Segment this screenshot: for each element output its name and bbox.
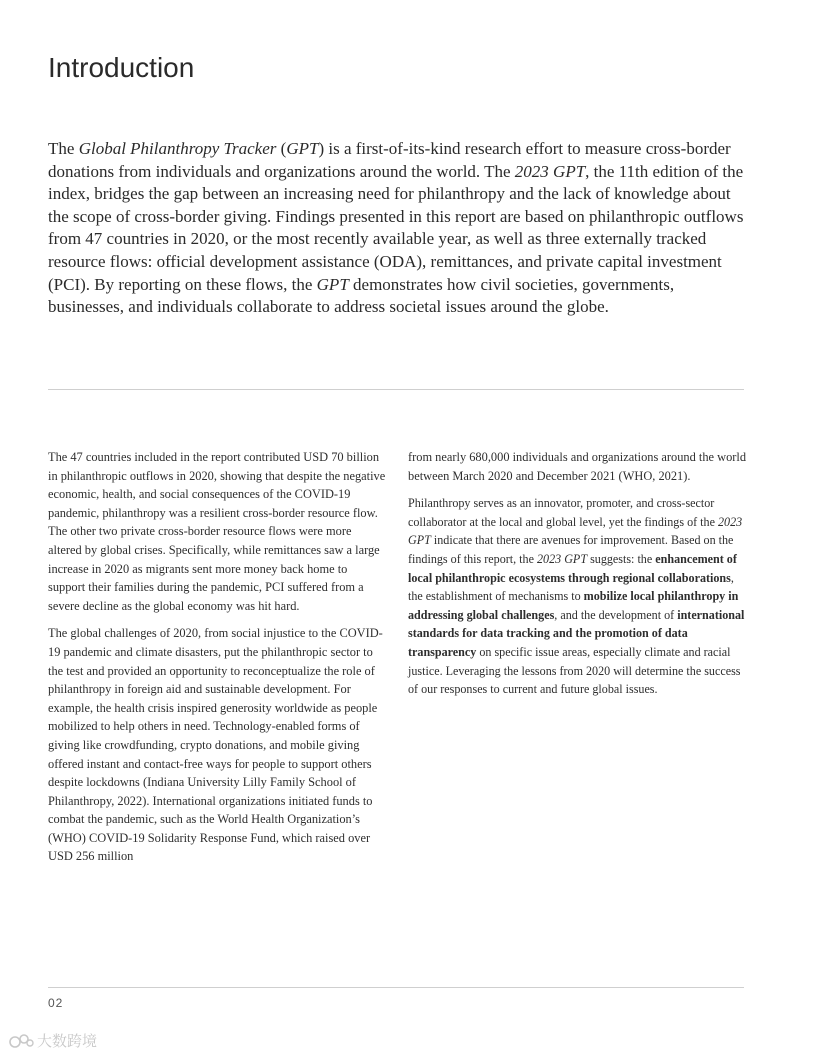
recommendation-2: mobilize local philanthropy in addressing global challenges: [408, 589, 739, 622]
left-column: [48, 448, 386, 875]
top-divider: [48, 389, 744, 390]
watermark: [8, 1030, 97, 1051]
recommendation-3: international standards for data tracking and the promotion of data transparency: [408, 607, 745, 659]
right-column: [408, 448, 748, 708]
page-title: Introduction: [48, 52, 195, 83]
intro-paragraph: The Global Philanthropy Tracker (GPT) is a first-of-its-kind research effort to measure cross-border donations from individuals and organizations around the world. The 2023 GPT, the 11th edition of the index, bridges the gap between an increasing need for philanthropy and the lack of knowledge about the scope of cross-border giving. Findings presented in this report are based on philanthropic outflows from 47 countries in 2020, or the most recently available year, as well as three externally tracked resource flows: official development assistance (ODA), remittances, and private capital investment (PCI). By reporting on these flows, the GPT demonstrates how civil societies, governments, businesses, and individuals collaborate to address societal issues around the globe.: [48, 139, 744, 317]
body-paragraph: The 47 countries included in the report contributed USD 70 billion in philanthropic outflows in 2020, showing that despite the negative economic, health, and social consequences of the COVID-19 pandemic, philanthropy was a resilient cross-border resource flow. The other two private cross-border resource flows were more altered by global crises. Specifically, while remittances saw a large increase in 2020 as migrants sent more money back home to support their families during the pandemic, PCI suffered from a severe decline as the global economy was hit hard.: [48, 450, 386, 613]
watermark-logo-icon: [8, 1033, 34, 1049]
watermark-text: 大数跨境: [37, 1033, 98, 1050]
page-number: 02: [48, 996, 64, 1010]
recommendation-1: enhancement of local philanthropic ecosystems through regional collaborations: [408, 551, 737, 585]
body-paragraph: The global challenges of 2020, from social injustice to the COVID-19 pandemic and climate disasters, put the philanthropic sector to the test and provided an opportunity to reconceptualize the role of philanthropy in foreign aid and sustainable development. For example, the health crisis inspired generosity worldwide as people mobilized to help others in need. Technology-enabled forms of giving like crowdfunding, crypto donations, and mobile giving offered instant and contact-free ways for people to support others despite lockdowns (Indiana University Lilly Family School of Philanthropy, 2022). International organizations initiated funds to combat the pandemic, such as the World Health Organization’s (WHO) COVID-19 Solidarity Response Fund, which raised over USD 256 million: [48, 626, 383, 864]
bottom-divider: [48, 987, 744, 988]
report-name: Global Philanthropy Tracker: [78, 139, 277, 158]
body-paragraph: from nearly 680,000 individuals and organizations around the world between March 2020 and December 2021 (WHO, 2021).: [408, 450, 747, 483]
recommendations-paragraph: Philanthropy serves as an innovator, promoter, and cross-sector collaborator at the local and global level, yet the findings of the 2023 GPT indicate that there are avenues for improvement. Based on the findings of this report, the 2023 GPT suggests: the enhancement of local philanthropic ecosystems through regional collaborations, the establishment of mechanisms to mobilize local philanthropy in addressing global challenges, and the development of international standards for data tracking and the promotion of data transparency on specific issue areas, especially climate and racial justice. Leveraging the lessons from 2020 will determine the success of our responses to current and future global issues.: [408, 496, 745, 697]
